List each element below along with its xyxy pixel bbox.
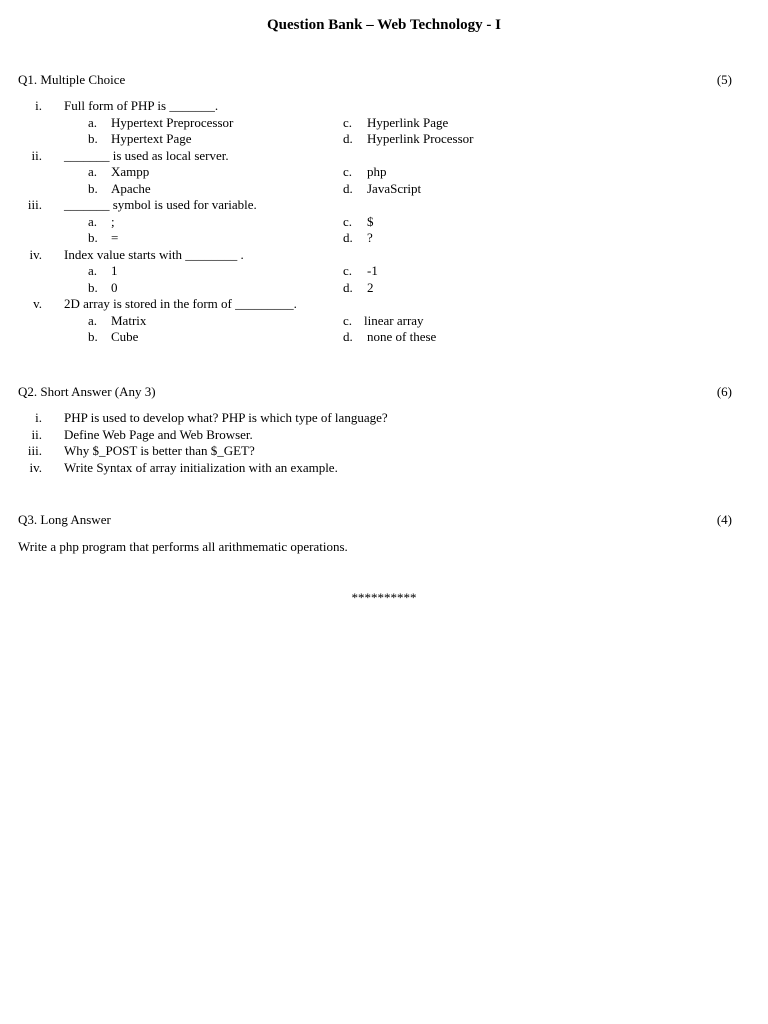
option-text: Apache bbox=[111, 180, 151, 196]
option-letter: a. bbox=[88, 263, 98, 278]
option-text: Cube bbox=[111, 329, 139, 344]
option-text: ; bbox=[111, 213, 115, 229]
option-letter: d. bbox=[343, 230, 353, 245]
question-number: ii. bbox=[31, 147, 42, 163]
mcq-option-row bbox=[0, 230, 768, 247]
mcq-option-row bbox=[0, 164, 768, 181]
option-letter: c. bbox=[343, 114, 353, 130]
option-letter: c. bbox=[343, 312, 353, 328]
option-letter: b. bbox=[88, 131, 98, 146]
option-text: 0 bbox=[111, 279, 118, 295]
short-question-row bbox=[0, 427, 768, 444]
option-letter: d. bbox=[343, 329, 353, 344]
option-text: linear array bbox=[364, 312, 424, 328]
mcq-question-row bbox=[0, 98, 768, 115]
option-text: Hypertext Page bbox=[111, 131, 192, 146]
question-number: iv. bbox=[29, 459, 42, 475]
option-text: none of these bbox=[367, 329, 437, 344]
q3-marks: (4) bbox=[716, 512, 732, 527]
end-marker: ********** bbox=[351, 590, 417, 605]
mcq-option-row bbox=[0, 214, 768, 231]
q1-questions bbox=[0, 98, 768, 346]
question-number: v. bbox=[33, 296, 42, 311]
question-text: _______ is used as local server. bbox=[64, 147, 229, 163]
mcq-option-row bbox=[0, 181, 768, 198]
question-text: _______ symbol is used for variable. bbox=[64, 197, 257, 212]
question-number: ii. bbox=[31, 426, 42, 442]
option-letter: c. bbox=[343, 164, 353, 179]
option-text: Hypertext Preprocessor bbox=[111, 114, 234, 130]
option-text: ? bbox=[367, 230, 373, 245]
mcq-option-row bbox=[0, 263, 768, 280]
option-text: = bbox=[111, 230, 119, 245]
question-text: Write Syntax of array initialization with an example. bbox=[64, 459, 338, 475]
option-letter: a. bbox=[88, 213, 98, 229]
option-letter: b. bbox=[88, 279, 98, 295]
option-text: Matrix bbox=[111, 312, 147, 328]
option-letter: b. bbox=[88, 180, 98, 196]
option-letter: d. bbox=[343, 180, 353, 196]
mcq-question-row bbox=[0, 197, 768, 214]
q1-marks: (5) bbox=[716, 72, 732, 87]
question-text: 2D array is stored in the form of _________. bbox=[64, 296, 297, 311]
q2-label: Q2. Short Answer (Any 3) bbox=[18, 384, 156, 399]
mcq-option-row bbox=[0, 329, 768, 346]
page-title: Question Bank – Web Technology - I bbox=[267, 17, 501, 33]
question-number: i. bbox=[35, 98, 42, 113]
option-text: $ bbox=[367, 213, 374, 229]
option-text: 1 bbox=[111, 263, 118, 278]
option-text: Hyperlink Page bbox=[367, 114, 449, 130]
mcq-option-row bbox=[0, 280, 768, 297]
option-text: 2 bbox=[367, 279, 374, 295]
question-text: Define Web Page and Web Browser. bbox=[64, 426, 253, 442]
option-letter: c. bbox=[343, 263, 353, 278]
option-text: php bbox=[367, 164, 387, 179]
mcq-option-row bbox=[0, 313, 768, 330]
short-question-row bbox=[0, 443, 768, 460]
question-number: iii. bbox=[27, 443, 42, 458]
question-number: iv. bbox=[29, 246, 42, 262]
q2-questions bbox=[0, 410, 768, 476]
q3-label: Q3. Long Answer bbox=[18, 512, 111, 527]
question-text: PHP is used to develop what? PHP is which type of language? bbox=[64, 410, 388, 425]
option-letter: a. bbox=[88, 164, 98, 179]
question-text: Full form of PHP is _______. bbox=[64, 98, 219, 113]
short-question-row bbox=[0, 410, 768, 427]
mcq-option-row bbox=[0, 131, 768, 148]
question-text: Why $_POST is better than $_GET? bbox=[64, 443, 255, 458]
long-question-text: Write a php program that performs all arithmematic operations. bbox=[18, 539, 348, 554]
mcq-question-row bbox=[0, 247, 768, 264]
question-text: Index value starts with ________ . bbox=[64, 246, 244, 262]
option-letter: a. bbox=[88, 312, 98, 328]
question-number: iii. bbox=[27, 197, 42, 212]
option-letter: a. bbox=[88, 114, 98, 130]
mcq-question-row bbox=[0, 296, 768, 313]
mcq-question-row bbox=[0, 148, 768, 165]
q1-label: Q1. Multiple Choice bbox=[18, 72, 126, 87]
option-text: Hyperlink Processor bbox=[367, 131, 474, 146]
option-text: Xampp bbox=[111, 164, 150, 179]
option-letter: d. bbox=[343, 131, 353, 146]
mcq-option-row bbox=[0, 115, 768, 132]
option-letter: b. bbox=[88, 329, 98, 344]
option-text: JavaScript bbox=[367, 180, 422, 196]
q2-marks: (6) bbox=[716, 384, 732, 399]
short-question-row bbox=[0, 460, 768, 477]
question-number: i. bbox=[35, 410, 42, 425]
option-text: -1 bbox=[367, 263, 378, 278]
option-letter: d. bbox=[343, 279, 353, 295]
option-letter: b. bbox=[88, 230, 98, 245]
option-letter: c. bbox=[343, 213, 353, 229]
